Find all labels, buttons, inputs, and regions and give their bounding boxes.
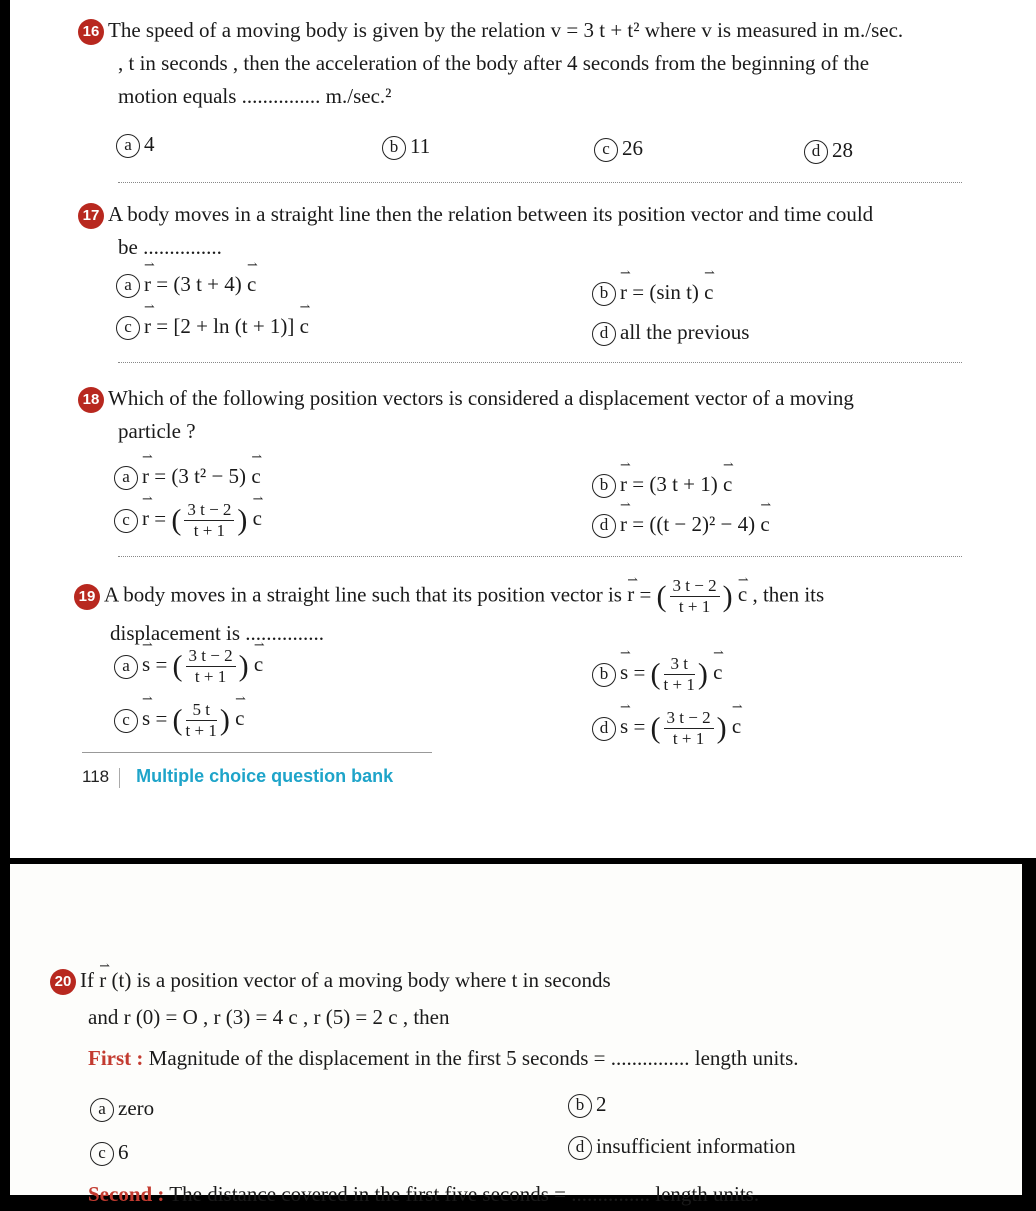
option-text: 28 — [832, 138, 853, 162]
vector-c: ⇀ c — [251, 464, 260, 489]
paren-close: ) — [238, 649, 249, 683]
vector-c: ⇀ c — [247, 272, 256, 297]
option-a[interactable] — [114, 646, 263, 687]
option-b[interactable] — [568, 1092, 607, 1118]
option-expression: = [2 + ln (t + 1)] — [151, 314, 300, 338]
option-expression: = (3 t + 4) — [151, 272, 248, 296]
separator — [118, 556, 962, 557]
option-text: 11 — [410, 134, 431, 158]
part-text: Magnitude of the displacement in the first 5 seconds = ............... length units. — [143, 1046, 799, 1070]
paren-close: ) — [697, 657, 708, 691]
option-text: zero — [118, 1096, 155, 1120]
option-b[interactable] — [382, 134, 430, 160]
vector-c: ⇀ c — [760, 512, 769, 537]
option-d[interactable] — [568, 1134, 796, 1160]
option-letter: d — [592, 322, 616, 346]
separator — [118, 182, 962, 183]
paren-open: ( — [171, 503, 182, 537]
option-a[interactable] — [116, 272, 256, 298]
paren-open: ( — [650, 711, 661, 745]
option-letter: c — [114, 509, 138, 533]
vector-s: ⇀ s — [142, 706, 150, 731]
question-17 — [78, 198, 978, 264]
option-equals: = — [628, 714, 651, 739]
fraction-denominator: t + 1 — [185, 721, 217, 740]
part-text: The distance covered in the first five seconds = ............... length units. — [164, 1182, 760, 1206]
vector-r: ⇀ r — [620, 472, 627, 497]
vector-r: ⇀ r — [144, 272, 151, 297]
option-equals: = — [628, 660, 651, 685]
fraction-numerator: 5 t — [186, 700, 217, 721]
fraction-numerator: 3 t − 2 — [186, 646, 236, 667]
option-letter: b — [592, 663, 616, 687]
footer-rule — [82, 752, 432, 753]
vector-r: ⇀ r — [144, 314, 151, 339]
separator — [118, 362, 962, 363]
fraction-numerator: 3 t − 2 — [670, 576, 720, 597]
option-text: 2 — [596, 1092, 607, 1116]
vector-r: ⇀ r — [142, 506, 149, 531]
option-b[interactable] — [592, 472, 732, 498]
option-expression: = (sin t) — [627, 280, 705, 304]
fraction-denominator: t + 1 — [193, 521, 226, 540]
page-footer — [82, 766, 393, 788]
paren-close: ) — [716, 711, 727, 745]
question-number: 16 — [78, 19, 104, 45]
vector-c: ⇀ c — [704, 280, 713, 305]
question-text: motion equals ............... m./sec.² — [118, 84, 392, 108]
option-letter: a — [114, 466, 138, 490]
vector-c: ⇀ c — [253, 506, 262, 531]
option-text: 26 — [622, 136, 643, 160]
page-top — [10, 0, 1036, 858]
question-text: and r (0) = O , r (3) = 4 c , r (5) = 2 c , then — [88, 1005, 450, 1029]
option-letter: a — [114, 655, 138, 679]
option-letter: d — [804, 140, 828, 164]
vector-c: ⇀ c — [738, 578, 747, 611]
fraction-denominator: t + 1 — [672, 729, 705, 748]
option-letter: b — [592, 282, 616, 306]
option-d[interactable] — [592, 320, 749, 346]
vector-c: ⇀ c — [732, 714, 741, 739]
option-text: all the previous — [620, 320, 750, 344]
option-d[interactable] — [592, 708, 741, 749]
paren-close: ) — [219, 703, 230, 737]
vector-r: ⇀ r — [627, 578, 634, 611]
option-letter: a — [90, 1098, 114, 1122]
paren-open: ( — [656, 580, 667, 613]
option-letter: c — [116, 316, 140, 340]
fraction-numerator: 3 t — [664, 654, 695, 675]
option-a[interactable] — [90, 1096, 154, 1122]
question-text: , t in seconds , then the acceleration of the body after 4 seconds from the beginning of the — [118, 51, 870, 75]
vector-r: ⇀ r — [99, 964, 106, 997]
question-text: If — [80, 968, 100, 992]
vector-c: ⇀ c — [713, 660, 722, 685]
vector-r: ⇀ r — [620, 280, 627, 305]
option-letter: b — [382, 136, 406, 160]
question-text: The speed of a moving body is given by the relation v = 3 t + t² where v is measured in m./sec. — [108, 18, 904, 42]
paren-open: ( — [650, 657, 661, 691]
option-letter: c — [594, 138, 618, 162]
vector-s: ⇀ s — [142, 652, 150, 677]
fraction-numerator: 3 t − 2 — [184, 500, 234, 521]
question-text: A body moves in a straight line then the relation between its position vector and time could — [108, 202, 874, 226]
question-equals: = — [634, 582, 657, 607]
page-bottom — [10, 864, 1022, 1206]
question-number: 18 — [78, 387, 104, 413]
option-expression: = ((t − 2)² − 4) — [627, 512, 761, 536]
option-text: 6 — [118, 1140, 129, 1164]
question-number: 19 — [74, 584, 100, 610]
option-letter: a — [116, 134, 140, 158]
part-label: First : — [88, 1046, 144, 1070]
option-letter: b — [568, 1094, 592, 1118]
option-letter: c — [114, 709, 138, 733]
question-text: particle ? — [118, 419, 196, 443]
paren-close: ) — [237, 503, 248, 537]
paren-open: ( — [172, 649, 183, 683]
question-text: A body moves in a straight line such that its position vector is — [104, 582, 628, 607]
option-c[interactable] — [114, 500, 262, 541]
option-letter: a — [116, 274, 140, 298]
footer-divider — [119, 768, 120, 788]
fraction — [670, 576, 720, 617]
question-20 — [50, 964, 990, 1075]
option-b[interactable] — [592, 280, 714, 306]
question-number: 20 — [50, 969, 76, 995]
question-text: , then its — [747, 582, 825, 607]
fraction — [664, 654, 695, 695]
vector-s: ⇀ s — [620, 714, 628, 739]
fraction-denominator: t + 1 — [678, 597, 711, 616]
fraction — [186, 700, 217, 741]
option-d[interactable] — [804, 138, 853, 164]
option-a[interactable] — [116, 132, 155, 158]
vector-c: ⇀ c — [300, 314, 309, 339]
option-d[interactable] — [592, 512, 770, 538]
vector-c: ⇀ c — [235, 706, 244, 731]
fraction-denominator: t + 1 — [663, 675, 695, 694]
option-a[interactable] — [114, 464, 261, 490]
fraction — [184, 500, 234, 541]
vector-r: ⇀ r — [142, 464, 149, 489]
option-b[interactable] — [592, 654, 722, 695]
option-c[interactable] — [90, 1140, 129, 1166]
option-letter: b — [592, 474, 616, 498]
paren-close: ) — [722, 580, 733, 613]
option-equals: = — [150, 706, 173, 731]
vector-c: ⇀ c — [723, 472, 732, 497]
question-18 — [78, 382, 978, 448]
option-letter: d — [568, 1136, 592, 1160]
fraction-numerator: 3 t − 2 — [664, 708, 714, 729]
option-expression: = (3 t + 1) — [627, 472, 724, 496]
option-letter: d — [592, 717, 616, 741]
option-letter: c — [90, 1142, 114, 1166]
question-16 — [78, 14, 978, 113]
option-equals: = — [149, 506, 172, 531]
option-letter: d — [592, 514, 616, 538]
option-c[interactable] — [116, 314, 309, 340]
page-number: 118 — [82, 767, 110, 786]
option-text: 4 — [144, 132, 155, 156]
question-text: (t) is a position vector of a moving body where t in seconds — [106, 968, 611, 992]
question-19 — [74, 576, 1014, 650]
option-equals: = — [150, 652, 173, 677]
vector-c: ⇀ c — [254, 652, 263, 677]
fraction — [664, 708, 714, 749]
option-text: insufficient information — [596, 1134, 796, 1158]
vector-s: ⇀ s — [620, 660, 628, 685]
fraction-denominator: t + 1 — [194, 667, 227, 686]
paren-open: ( — [172, 703, 183, 737]
book-title: Multiple choice question bank — [136, 766, 394, 786]
question-text: be ............... — [118, 235, 222, 259]
option-c[interactable] — [114, 700, 244, 741]
part-label: Second : — [88, 1182, 165, 1206]
vector-r: ⇀ r — [620, 512, 627, 537]
option-expression: = (3 t² − 5) — [149, 464, 252, 488]
option-c[interactable] — [594, 136, 643, 162]
question-text: Which of the following position vectors is considered a displacement vector of a moving — [108, 386, 854, 410]
fraction — [186, 646, 236, 687]
question-text: displacement is ............... — [110, 621, 325, 645]
question-number: 17 — [78, 203, 104, 229]
